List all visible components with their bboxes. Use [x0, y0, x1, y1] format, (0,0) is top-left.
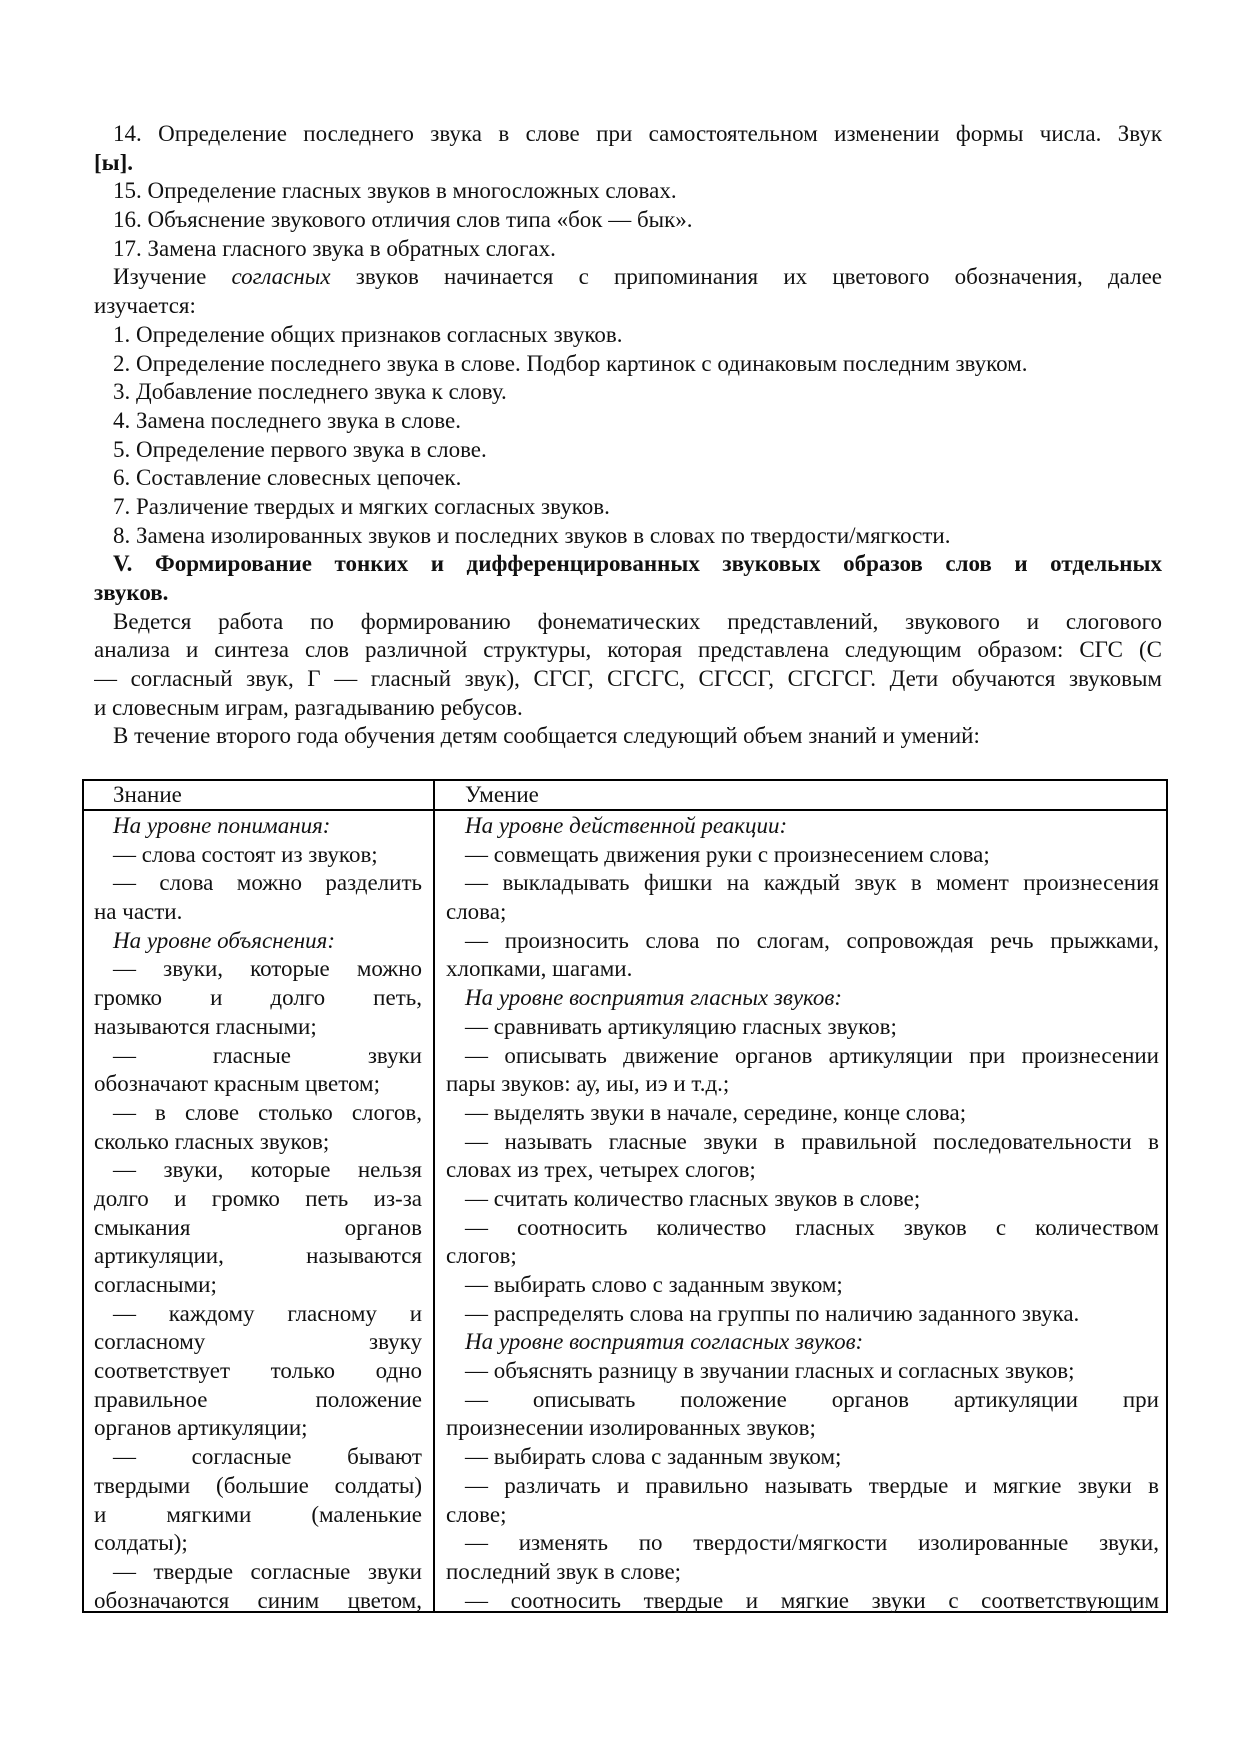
knowledge-line: соответствует только одно [94, 1358, 422, 1384]
skills-column [446, 812, 1159, 1615]
skills-line: На уровне восприятия гласных звуков: [465, 985, 843, 1011]
knowledge-line: артикуляции, называются [94, 1243, 422, 1269]
text-line: 15. Определение гласных звуков в многосложных словах. [113, 178, 677, 204]
knowledge-line: твердыми (большие солдаты) [94, 1472, 422, 1498]
knowledge-skills-table [82, 779, 1168, 1613]
text-line: Ведется работа по формированию фонематических представлений, звукового и слогового [113, 608, 1162, 634]
skills-line: — считать количество гласных звуков в слове; [465, 1185, 921, 1211]
knowledge-line: — звуки, которые нельзя [113, 1157, 422, 1183]
knowledge-line: — каждому гласному и [113, 1300, 422, 1326]
text-line: 1. Определение общих признаков согласных звуков. [113, 321, 623, 347]
text-line: 16. Объяснение звукового отличия слов типа «бок — бык». [113, 207, 693, 233]
skills-line: — сравнивать артикуляцию гласных звуков; [465, 1013, 897, 1039]
skills-line: произнесении изолированных звуков; [446, 1415, 816, 1441]
text-line: 17. Замена гласного звука в обратных слогах. [113, 235, 556, 261]
text-line: 2. Определение последнего звука в слове. Подбор картинок с одинаковым последним звуком. [113, 350, 1028, 376]
knowledge-line: — слова можно разделить [113, 870, 422, 896]
skills-line: На уровне действенной реакции: [465, 813, 788, 838]
skills-line: — описывать движение органов артикуляции при произнесении [465, 1042, 1159, 1068]
knowledge-line: громко и долго петь, [94, 985, 422, 1011]
skills-line: — распределять слова на группы по наличию заданного звука. [465, 1300, 1080, 1326]
knowledge-line: — звуки, которые можно [113, 956, 422, 982]
skills-line: — описывать положение органов артикуляции при [465, 1386, 1159, 1412]
knowledge-line: называются гласными; [94, 1013, 317, 1039]
text-line: 4. Замена последнего звука в слове. [113, 407, 461, 433]
skills-line: — совмещать движения руки с произнесением слова; [465, 841, 990, 867]
text-line: 6. Составление словесных цепочек. [113, 465, 462, 491]
knowledge-line: и мягкими (маленькие [94, 1501, 422, 1527]
skills-line: — называть гласные звуки в правильной последовательности в [465, 1128, 1159, 1154]
text-line: 7. Различение твердых и мягких согласных звуков. [113, 493, 610, 519]
skills-line: — различать и правильно называть твердые и мягкие звуки в [465, 1472, 1159, 1498]
column-divider [433, 781, 435, 1611]
knowledge-line: — согласные бывают [113, 1444, 422, 1470]
skills-line: пары звуков: ау, иы, иэ и т.д.; [446, 1071, 730, 1097]
text-segment: звуков начинается с припоминания их цветового обозначения, далее [330, 264, 1162, 290]
skills-line: — изменять по твердости/мягкости изолированные звуки, [465, 1530, 1159, 1556]
knowledge-line: долго и громко петь из-за [94, 1185, 422, 1211]
knowledge-line: сколько гласных звуков; [94, 1128, 330, 1154]
skills-line: На уровне восприятия согласных звуков: [465, 1329, 864, 1355]
skills-line: — выбирать слова с заданным звуком; [465, 1444, 842, 1470]
text-line: звуков. [94, 580, 169, 605]
text-line: изучается: [94, 293, 196, 319]
header-knowledge: Знание [113, 782, 182, 807]
text-line: [ы]. [94, 149, 134, 175]
skills-line: — выделять звуки в начале, середине, конце слова; [465, 1099, 967, 1125]
knowledge-line: правильное положение [94, 1386, 422, 1412]
text-line: и словесным играм, разгадыванию ребусов. [94, 694, 523, 720]
knowledge-line: на части. [94, 899, 183, 925]
knowledge-line: — в слове столько слогов, [113, 1099, 422, 1125]
skills-line: слове; [446, 1501, 507, 1527]
text-line: 5. Определение первого звука в слове. [113, 436, 487, 462]
text-line: В течение второго года обучения детям сообщается следующий объем знаний и умений: [113, 723, 980, 749]
knowledge-line: органов артикуляции; [94, 1415, 308, 1441]
skills-line: — выбирать слово с заданным звуком; [465, 1272, 843, 1297]
text-line: V. Формирование тонких и дифференцированных звуковых образов слов и отдельных [113, 551, 1162, 577]
skills-line: — соотносить количество гласных звуков с количеством [465, 1214, 1159, 1240]
text-line: 8. Замена изолированных звуков и последних звуков в словах по твердости/мягкости. [113, 522, 951, 548]
text-line: 14. Определение последнего звука в слове при самостоятельном изменении формы числа. Звук [113, 121, 1162, 146]
knowledge-line: согласными; [94, 1272, 217, 1297]
knowledge-line: смыкания органов [94, 1214, 422, 1240]
text-line: 3. Добавление последнего звука к слову. [113, 379, 507, 405]
emphasized-word: согласных [231, 264, 331, 290]
skills-line: — объяснять разницу в звучании гласных и согласных звуков; [465, 1358, 1075, 1384]
skills-line: хлопками, шагами. [446, 956, 633, 982]
skills-line: словах из трех, четырех слогов; [446, 1157, 756, 1183]
skills-line: слогов; [446, 1243, 517, 1269]
skills-line: — соотносить твердые и мягкие звуки с соответствующим [465, 1587, 1159, 1613]
skills-line: последний звук в слове; [446, 1558, 682, 1584]
knowledge-line: обозначаются синим цветом, [94, 1587, 422, 1613]
knowledge-line: — гласные звуки [113, 1042, 422, 1068]
knowledge-line: солдаты); [94, 1530, 188, 1556]
skills-line: — выкладывать фишки на каждый звук в момент произнесения [465, 870, 1159, 896]
text-line [94, 263, 1162, 292]
text-segment: Изучение [113, 264, 232, 290]
knowledge-column [94, 812, 422, 1615]
knowledge-line: — твердые согласные звуки [113, 1558, 422, 1584]
text-line: — согласный звук, Г — гласный звук), СГСГ, СГСГС, СГССГ, СГСГСГ. Дети обучаются звуковым [94, 666, 1162, 692]
knowledge-line: На уровне объяснения: [113, 927, 336, 953]
skills-line: — произносить слова по слогам, сопровождая речь прыжками, [465, 927, 1159, 953]
skills-line: слова; [446, 899, 507, 925]
header-skills: Умение [465, 782, 539, 807]
text-line: анализа и синтеза слов различной структуры, которая представлена следующим образом: СГС (С [94, 637, 1162, 663]
table-header-row [84, 781, 1166, 811]
knowledge-line: согласному звуку [94, 1329, 422, 1355]
knowledge-line: На уровне понимания: [113, 813, 331, 838]
knowledge-line: — слова состоят из звуков; [113, 841, 378, 867]
knowledge-line: обозначают красным цветом; [94, 1071, 380, 1097]
body-text [94, 120, 1162, 751]
